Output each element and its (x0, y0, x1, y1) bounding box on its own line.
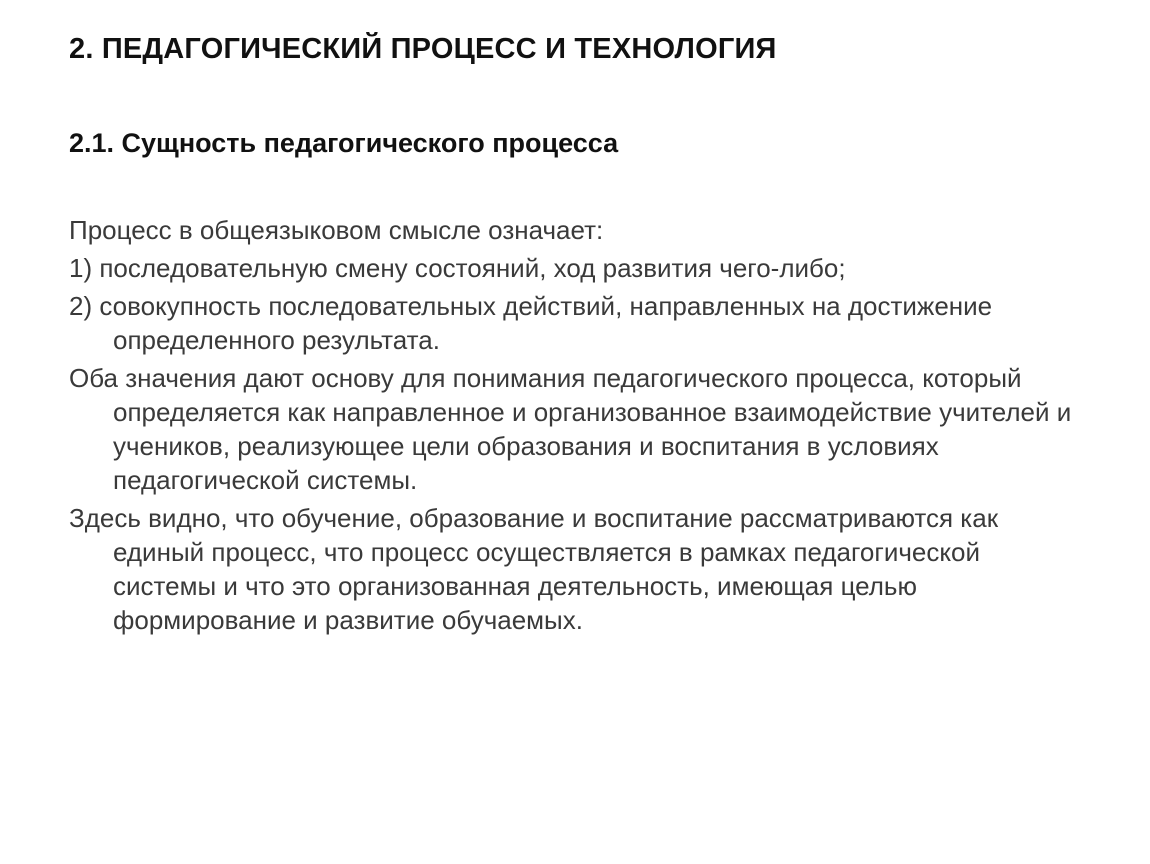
paragraph-definition: Оба значения дают основу для понимания педагогического процесса, который определяется как направленное и организованное взаимодействие учителей и учеников, реализующее цели образования и воспитания в условиях педагогической системы. (69, 363, 1072, 495)
section-subtitle: 2.1. Сущность педагогического процесса (69, 128, 619, 158)
list-item-2: 2) совокупность последовательных действий, направленных на достижение определенного результата. (69, 291, 993, 355)
slide-body (69, 213, 1089, 641)
slide-title: 2. ПЕДАГОГИЧЕСКИЙ ПРОЦЕСС И ТЕХНОЛОГИЯ (69, 33, 777, 65)
list-item-1: 1) последовательную смену состояний, ход развития чего-либо; (69, 253, 846, 283)
paragraph-intro: Процесс в общеязыковом смысле означает: (69, 215, 604, 245)
paragraph-conclusion: Здесь видно, что обучение, образование и воспитание рассматриваются как единый процесс, что процесс осуществляется в рамках педагогической системы и что это организованная деятельность, имеющая целью формирование и развитие обучаемых. (69, 503, 999, 635)
